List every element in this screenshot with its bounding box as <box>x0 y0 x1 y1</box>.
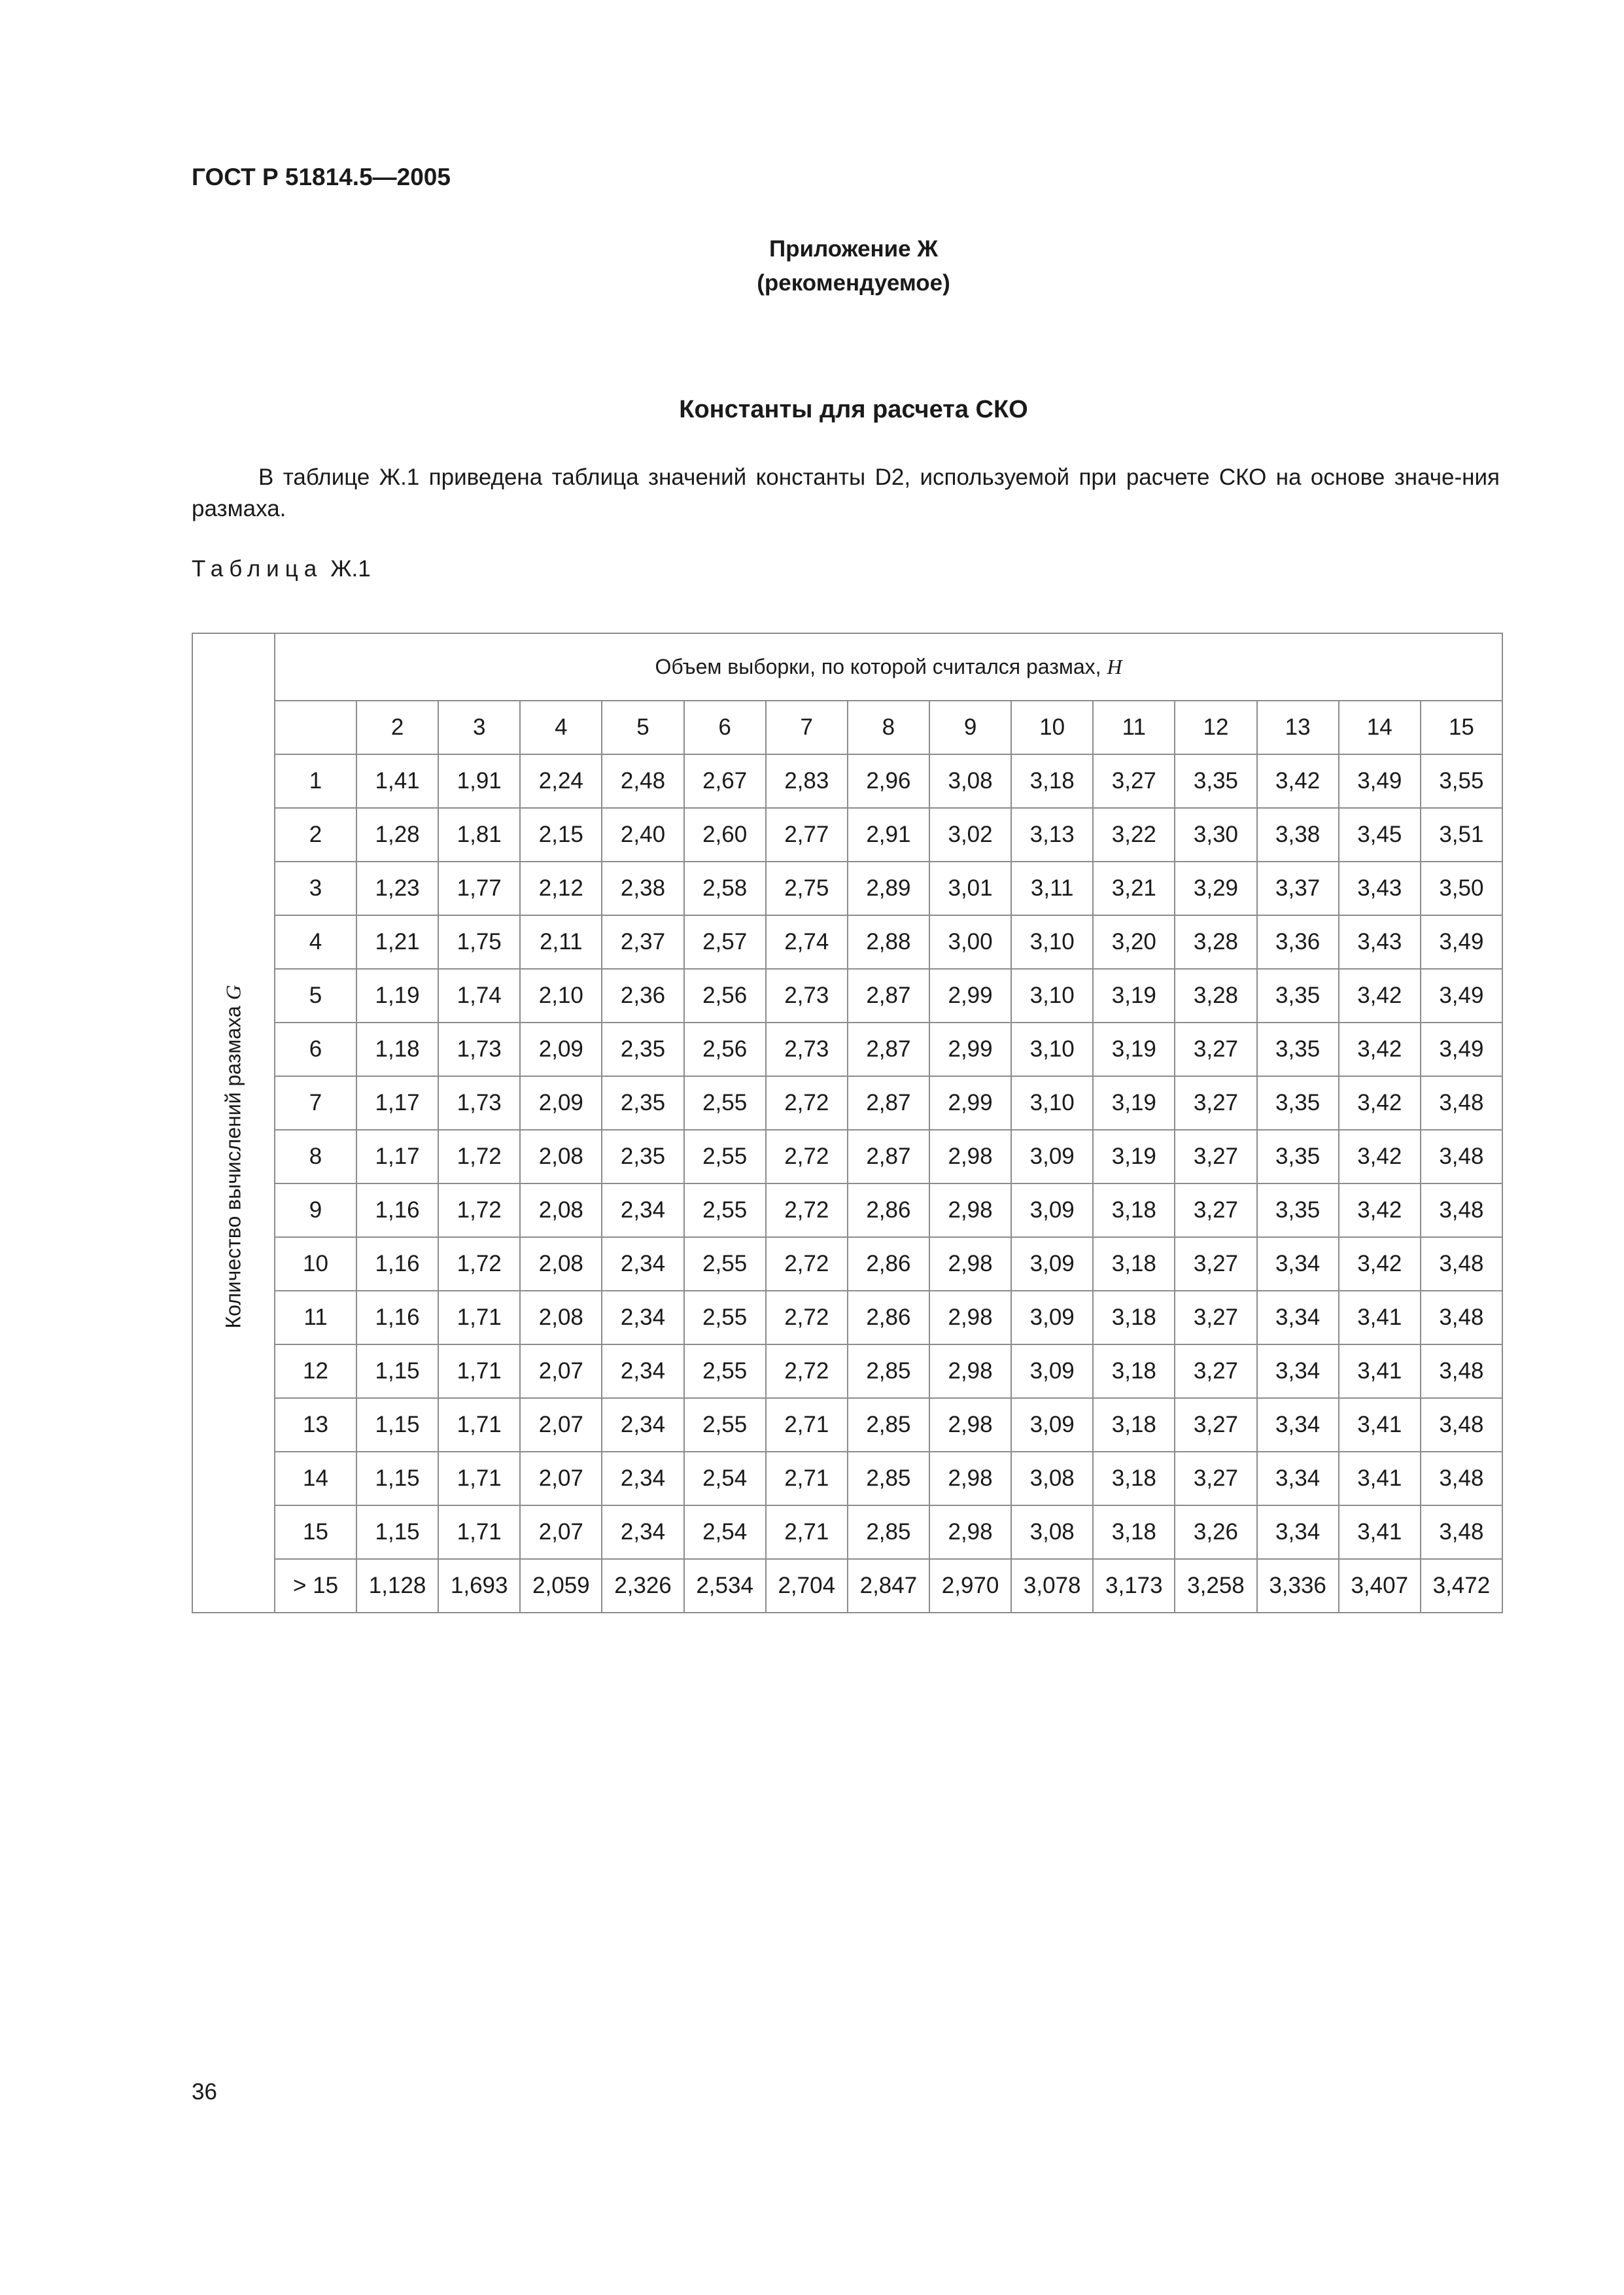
table-row <box>192 1452 1502 1505</box>
table-cell: 1,71 <box>438 1505 520 1559</box>
table-cell: 2,67 <box>684 754 766 808</box>
row-group-variable: G <box>221 984 245 1000</box>
table-cell: 3,09 <box>1011 1183 1093 1237</box>
table-cell: 3,407 <box>1339 1559 1421 1613</box>
table-cell: 3,34 <box>1257 1344 1339 1398</box>
table-cell: 3,078 <box>1011 1559 1093 1613</box>
table-cell: 3,27 <box>1175 1291 1256 1344</box>
column-group-header-text: Объем выборки, по которой считался размах, <box>655 655 1101 678</box>
table-cell: 2,75 <box>766 862 848 915</box>
table-cell: 3,10 <box>1011 915 1093 969</box>
table-cell: 3,02 <box>929 808 1011 862</box>
table-cell: 1,72 <box>438 1183 520 1237</box>
table-cell: 2,34 <box>602 1291 683 1344</box>
table-cell: 1,15 <box>356 1452 438 1505</box>
column-number: 11 <box>1093 701 1175 754</box>
table-cell: 2,09 <box>520 1023 602 1076</box>
table-cell: 2,85 <box>848 1344 929 1398</box>
column-number: 4 <box>520 701 602 754</box>
table-cell: 2,55 <box>684 1237 766 1291</box>
table-cell: 2,37 <box>602 915 683 969</box>
table-cell: 2,91 <box>848 808 929 862</box>
table-cell: 2,72 <box>766 1237 848 1291</box>
table-cell: 3,48 <box>1421 1237 1502 1291</box>
table-cell: 2,534 <box>684 1559 766 1613</box>
column-number: 15 <box>1421 701 1502 754</box>
table-cell: 2,34 <box>602 1183 683 1237</box>
table-cell: 2,07 <box>520 1344 602 1398</box>
table-cell: 2,87 <box>848 1076 929 1130</box>
table-cell: 1,74 <box>438 969 520 1023</box>
column-number-blank <box>275 701 356 754</box>
row-number: 3 <box>275 862 356 915</box>
column-number: 2 <box>356 701 438 754</box>
table-cell: 3,08 <box>1011 1505 1093 1559</box>
table-cell: 3,48 <box>1421 1344 1502 1398</box>
table-cell: 1,72 <box>438 1237 520 1291</box>
table-cell: 2,24 <box>520 754 602 808</box>
table-cell: 1,15 <box>356 1398 438 1452</box>
table-cell: 2,34 <box>602 1398 683 1452</box>
table-cell: 3,09 <box>1011 1291 1093 1344</box>
table-cell: 2,99 <box>929 1076 1011 1130</box>
table-cell: 2,35 <box>602 1130 683 1183</box>
table-cell: 2,55 <box>684 1183 766 1237</box>
table-cell: 3,37 <box>1257 862 1339 915</box>
table-cell: 1,16 <box>356 1183 438 1237</box>
table-cell: 3,27 <box>1175 1130 1256 1183</box>
table-cell: 3,00 <box>929 915 1011 969</box>
row-number: 11 <box>275 1291 356 1344</box>
table-cell: 2,86 <box>848 1291 929 1344</box>
table-cell: 2,87 <box>848 969 929 1023</box>
table-cell: 2,56 <box>684 1023 766 1076</box>
table-cell: 2,77 <box>766 808 848 862</box>
table-cell: 1,71 <box>438 1291 520 1344</box>
table-cell: 3,48 <box>1421 1398 1502 1452</box>
table-cell: 2,98 <box>929 1130 1011 1183</box>
table-cell: 3,41 <box>1339 1452 1421 1505</box>
table-cell: 3,41 <box>1339 1291 1421 1344</box>
table-cell: 3,49 <box>1421 1023 1502 1076</box>
table-cell: 3,42 <box>1339 1076 1421 1130</box>
table-cell: 2,99 <box>929 1023 1011 1076</box>
table-cell: 1,693 <box>438 1559 520 1613</box>
table-cell: 3,19 <box>1093 1130 1175 1183</box>
column-number: 9 <box>929 701 1011 754</box>
table-cell: 3,173 <box>1093 1559 1175 1613</box>
table-cell: 3,55 <box>1421 754 1502 808</box>
table-cell: 3,42 <box>1257 754 1339 808</box>
table-cell: 2,71 <box>766 1452 848 1505</box>
table-cell: 2,72 <box>766 1344 848 1398</box>
table-cell: 3,49 <box>1421 969 1502 1023</box>
table-cell: 3,08 <box>929 754 1011 808</box>
table-cell: 3,34 <box>1257 1398 1339 1452</box>
table-cell: 3,18 <box>1011 754 1093 808</box>
column-number: 12 <box>1175 701 1256 754</box>
table-cell: 2,98 <box>929 1291 1011 1344</box>
table-row <box>192 1559 1502 1613</box>
table-cell: 3,27 <box>1175 1452 1256 1505</box>
table-cell: 3,10 <box>1011 1023 1093 1076</box>
table-cell: 2,55 <box>684 1291 766 1344</box>
table-cell: 3,48 <box>1421 1130 1502 1183</box>
table-cell: 2,89 <box>848 862 929 915</box>
table-cell: 3,48 <box>1421 1291 1502 1344</box>
table-cell: 1,73 <box>438 1023 520 1076</box>
table-cell: 2,85 <box>848 1452 929 1505</box>
table-row <box>192 808 1502 862</box>
row-number: 10 <box>275 1237 356 1291</box>
table-cell: 2,07 <box>520 1398 602 1452</box>
table-cell: 2,38 <box>602 862 683 915</box>
column-group-header <box>275 633 1502 701</box>
table-cell: 2,55 <box>684 1130 766 1183</box>
table-cell: 2,36 <box>602 969 683 1023</box>
table-cell: 3,42 <box>1339 1023 1421 1076</box>
table-cell: 2,54 <box>684 1505 766 1559</box>
table-cell: 3,51 <box>1421 808 1502 862</box>
table-cell: 1,77 <box>438 862 520 915</box>
table-cell: 2,86 <box>848 1183 929 1237</box>
table-cell: 3,18 <box>1093 1183 1175 1237</box>
row-number: 5 <box>275 969 356 1023</box>
table-cell: 3,42 <box>1339 1237 1421 1291</box>
table-cell: 3,19 <box>1093 1023 1175 1076</box>
table-row <box>192 1183 1502 1237</box>
row-number: 6 <box>275 1023 356 1076</box>
row-group-header-label <box>222 985 246 1328</box>
table-cell: 3,42 <box>1339 1183 1421 1237</box>
table-cell: 2,87 <box>848 1023 929 1076</box>
table-cell: 2,09 <box>520 1076 602 1130</box>
table-cell: 1,75 <box>438 915 520 969</box>
table-cell: 3,48 <box>1421 1505 1502 1559</box>
table-cell: 1,15 <box>356 1505 438 1559</box>
table-cell: 2,96 <box>848 754 929 808</box>
table-cell: 3,42 <box>1339 1130 1421 1183</box>
table-cell: 2,704 <box>766 1559 848 1613</box>
table-cell: 2,34 <box>602 1452 683 1505</box>
row-number: 4 <box>275 915 356 969</box>
table-cell: 3,35 <box>1257 1130 1339 1183</box>
column-number: 8 <box>848 701 929 754</box>
table-cell: 2,34 <box>602 1237 683 1291</box>
table-cell: 2,87 <box>848 1130 929 1183</box>
table-cell: 3,18 <box>1093 1291 1175 1344</box>
table-cell: 1,73 <box>438 1076 520 1130</box>
table-cell: 1,71 <box>438 1398 520 1452</box>
table-cell: 2,40 <box>602 808 683 862</box>
table-cell: 3,42 <box>1339 969 1421 1023</box>
table-row <box>192 1023 1502 1076</box>
row-number: 1 <box>275 754 356 808</box>
row-number: 7 <box>275 1076 356 1130</box>
table-cell: 2,08 <box>520 1183 602 1237</box>
row-group-header-text: Количество вычислений размаха <box>221 1005 245 1329</box>
table-cell: 3,30 <box>1175 808 1256 862</box>
table-cell: 1,15 <box>356 1344 438 1398</box>
table-cell: 1,128 <box>356 1559 438 1613</box>
table-cell: 3,49 <box>1421 915 1502 969</box>
table-row <box>192 1344 1502 1398</box>
table-cell: 3,28 <box>1175 969 1256 1023</box>
table-cell: 2,85 <box>848 1398 929 1452</box>
table-cell: 3,18 <box>1093 1344 1175 1398</box>
table-cell: 2,56 <box>684 969 766 1023</box>
table-cell: 3,18 <box>1093 1452 1175 1505</box>
table-cell: 2,85 <box>848 1505 929 1559</box>
table-cell: 2,12 <box>520 862 602 915</box>
intro-text: В таблице Ж.1 приведена таблица значений константы D2, используемой при расчете СКО на основе значе-ния размаха. <box>192 464 1500 521</box>
row-number: 9 <box>275 1183 356 1237</box>
table-cell: 3,08 <box>1011 1452 1093 1505</box>
table-cell: 2,08 <box>520 1291 602 1344</box>
table-cell: 3,20 <box>1093 915 1175 969</box>
table-cell: 2,88 <box>848 915 929 969</box>
table-cell: 2,73 <box>766 1023 848 1076</box>
table-cell: 3,36 <box>1257 915 1339 969</box>
row-number: 2 <box>275 808 356 862</box>
table-cell: 3,49 <box>1339 754 1421 808</box>
table-cell: 3,41 <box>1339 1344 1421 1398</box>
table-cell: 3,11 <box>1011 862 1093 915</box>
table-cell: 3,18 <box>1093 1505 1175 1559</box>
table-cell: 3,38 <box>1257 808 1339 862</box>
d2-constants-table <box>192 633 1503 1613</box>
table-cell: 2,98 <box>929 1237 1011 1291</box>
table-cell: 3,35 <box>1257 969 1339 1023</box>
table-corner-cell <box>192 633 275 701</box>
row-number: 12 <box>275 1344 356 1398</box>
table-cell: 2,15 <box>520 808 602 862</box>
table-cell: 2,98 <box>929 1452 1011 1505</box>
table-cell: 3,48 <box>1421 1183 1502 1237</box>
table-cell: 1,81 <box>438 808 520 862</box>
column-number: 6 <box>684 701 766 754</box>
table-cell: 3,10 <box>1011 969 1093 1023</box>
appendix-title: Приложение Ж <box>769 236 939 262</box>
table-cell: 2,98 <box>929 1344 1011 1398</box>
column-number: 7 <box>766 701 848 754</box>
table-caption-word: Таблица <box>192 556 323 582</box>
table-cell: 2,71 <box>766 1398 848 1452</box>
table-cell: 1,91 <box>438 754 520 808</box>
table-cell: 2,10 <box>520 969 602 1023</box>
table-row <box>192 1130 1502 1183</box>
appendix-heading <box>0 232 1624 300</box>
table-cell: 3,35 <box>1257 1076 1339 1130</box>
table-cell: 2,059 <box>520 1559 602 1613</box>
table-cell: 3,19 <box>1093 969 1175 1023</box>
table-cell: 3,258 <box>1175 1559 1256 1613</box>
document-code: ГОСТ Р 51814.5—2005 <box>192 164 451 190</box>
table-cell: 2,34 <box>602 1505 683 1559</box>
intro-paragraph <box>192 462 1500 525</box>
table-cell: 3,472 <box>1421 1559 1502 1613</box>
table-cell: 3,10 <box>1011 1076 1093 1130</box>
table-cell: 3,43 <box>1339 915 1421 969</box>
table-cell: 2,35 <box>602 1076 683 1130</box>
table-cell: 2,11 <box>520 915 602 969</box>
table-row <box>192 1398 1502 1452</box>
column-group-variable: Н <box>1107 655 1122 678</box>
table-cell: 3,27 <box>1093 754 1175 808</box>
table-cell: 3,27 <box>1175 1237 1256 1291</box>
table-row <box>192 1291 1502 1344</box>
table-cell: 2,72 <box>766 1076 848 1130</box>
table-cell: 3,18 <box>1093 1398 1175 1452</box>
appendix-status: (рекомендуемое) <box>757 270 950 296</box>
table-header-row <box>192 633 1502 701</box>
table-cell: 2,72 <box>766 1130 848 1183</box>
table-cell: 3,41 <box>1339 1505 1421 1559</box>
table-cell: 2,35 <box>602 1023 683 1076</box>
table-cell: 1,19 <box>356 969 438 1023</box>
table-cell: 2,08 <box>520 1130 602 1183</box>
table-cell: 3,27 <box>1175 1076 1256 1130</box>
table-cell: 1,28 <box>356 808 438 862</box>
table-cell: 3,19 <box>1093 1076 1175 1130</box>
table-cell: 3,09 <box>1011 1130 1093 1183</box>
table-cell: 3,336 <box>1257 1559 1339 1613</box>
table-cell: 3,41 <box>1339 1398 1421 1452</box>
table-cell: 3,35 <box>1175 754 1256 808</box>
table-cell: 3,13 <box>1011 808 1093 862</box>
table-caption <box>192 556 371 582</box>
table-cell: 2,71 <box>766 1505 848 1559</box>
table-cell: 1,72 <box>438 1130 520 1183</box>
column-number: 13 <box>1257 701 1339 754</box>
table-cell: 1,18 <box>356 1023 438 1076</box>
table-row <box>192 862 1502 915</box>
table-cell: 3,09 <box>1011 1237 1093 1291</box>
table-row <box>192 1505 1502 1559</box>
table-cell: 1,17 <box>356 1076 438 1130</box>
column-number: 3 <box>438 701 520 754</box>
table-cell: 3,22 <box>1093 808 1175 862</box>
table-cell: 3,01 <box>929 862 1011 915</box>
page-number: 36 <box>192 2079 217 2105</box>
table-cell: 2,55 <box>684 1344 766 1398</box>
table-cell: 3,34 <box>1257 1505 1339 1559</box>
table-cell: 3,21 <box>1093 862 1175 915</box>
table-cell: 3,43 <box>1339 862 1421 915</box>
table-cell: 2,55 <box>684 1076 766 1130</box>
table-cell: 2,07 <box>520 1452 602 1505</box>
table-cell: 3,48 <box>1421 1076 1502 1130</box>
section-title: Константы для расчета СКО <box>679 396 1028 423</box>
table-cell: 1,71 <box>438 1344 520 1398</box>
table-cell: 1,16 <box>356 1291 438 1344</box>
table-cell: 2,57 <box>684 915 766 969</box>
row-number: 14 <box>275 1452 356 1505</box>
table-cell: 2,98 <box>929 1183 1011 1237</box>
table-cell: 3,27 <box>1175 1398 1256 1452</box>
table-cell: 2,99 <box>929 969 1011 1023</box>
table-cell: 3,34 <box>1257 1237 1339 1291</box>
table-cell: 2,970 <box>929 1559 1011 1613</box>
table-cell: 2,48 <box>602 754 683 808</box>
table-cell: 2,98 <box>929 1398 1011 1452</box>
table-cell: 2,98 <box>929 1505 1011 1559</box>
column-numbers-row <box>192 701 1502 754</box>
table-cell: 1,16 <box>356 1237 438 1291</box>
table-cell: 3,35 <box>1257 1023 1339 1076</box>
table-cell: 2,60 <box>684 808 766 862</box>
column-number: 5 <box>602 701 683 754</box>
table-cell: 2,07 <box>520 1505 602 1559</box>
table-row <box>192 969 1502 1023</box>
table-cell: 1,17 <box>356 1130 438 1183</box>
table-cell: 2,34 <box>602 1344 683 1398</box>
table-cell: 3,09 <box>1011 1344 1093 1398</box>
table-cell: 3,34 <box>1257 1452 1339 1505</box>
table-row <box>192 915 1502 969</box>
table-cell: 3,45 <box>1339 808 1421 862</box>
table-cell: 2,08 <box>520 1237 602 1291</box>
column-number: 14 <box>1339 701 1421 754</box>
row-group-header <box>192 701 275 1613</box>
table-cell: 2,72 <box>766 1291 848 1344</box>
table-cell: 2,55 <box>684 1398 766 1452</box>
table-cell: 2,73 <box>766 969 848 1023</box>
row-number: 13 <box>275 1398 356 1452</box>
table-cell: 2,326 <box>602 1559 683 1613</box>
table-cell: 1,71 <box>438 1452 520 1505</box>
table-cell: 2,847 <box>848 1559 929 1613</box>
table-caption-number: Ж.1 <box>330 556 371 582</box>
table-cell: 2,54 <box>684 1452 766 1505</box>
table-cell: 3,09 <box>1011 1398 1093 1452</box>
table-row <box>192 1076 1502 1130</box>
row-number: > 15 <box>275 1559 356 1613</box>
table-cell: 3,27 <box>1175 1023 1256 1076</box>
table-cell: 2,86 <box>848 1237 929 1291</box>
table-row <box>192 1237 1502 1291</box>
table-cell: 3,27 <box>1175 1344 1256 1398</box>
column-number: 10 <box>1011 701 1093 754</box>
table-cell: 3,34 <box>1257 1291 1339 1344</box>
table-cell: 1,21 <box>356 915 438 969</box>
table-cell: 3,26 <box>1175 1505 1256 1559</box>
table-cell: 3,48 <box>1421 1452 1502 1505</box>
table-cell: 2,74 <box>766 915 848 969</box>
table-cell: 3,50 <box>1421 862 1502 915</box>
table-row <box>192 754 1502 808</box>
table-cell: 3,27 <box>1175 1183 1256 1237</box>
table-cell: 2,58 <box>684 862 766 915</box>
table-cell: 2,72 <box>766 1183 848 1237</box>
table-cell: 2,83 <box>766 754 848 808</box>
table-cell: 3,28 <box>1175 915 1256 969</box>
row-number: 8 <box>275 1130 356 1183</box>
table-cell: 1,23 <box>356 862 438 915</box>
table-cell: 3,29 <box>1175 862 1256 915</box>
table-cell: 1,41 <box>356 754 438 808</box>
table-cell: 3,18 <box>1093 1237 1175 1291</box>
table-cell: 3,35 <box>1257 1183 1339 1237</box>
row-number: 15 <box>275 1505 356 1559</box>
